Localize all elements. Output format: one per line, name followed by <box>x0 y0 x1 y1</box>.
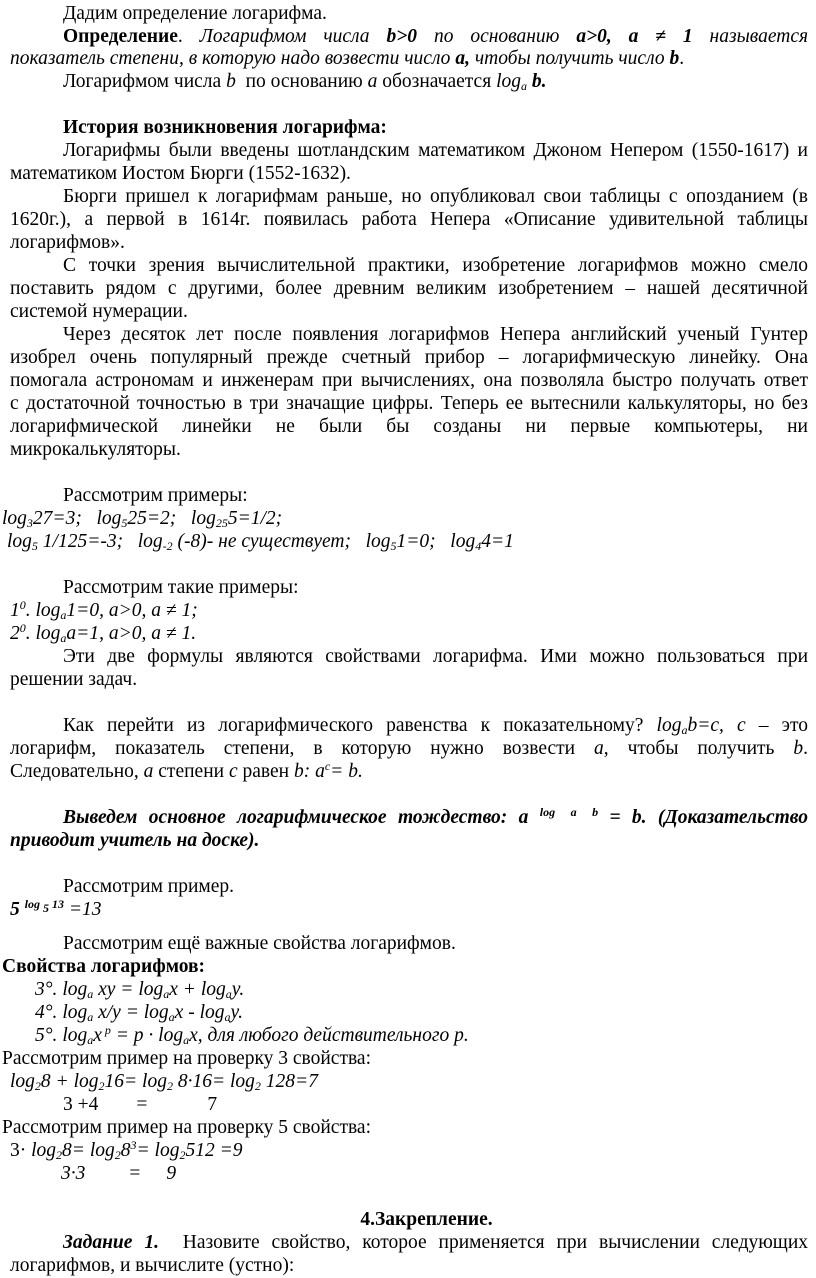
definition-line-2: показатель степени, в которую надо возвести число a, чтобы получить число b. <box>10 48 685 69</box>
properties-intro: Рассмотрим ещё важные свойства логарифмов. <box>63 933 456 954</box>
task-1-line-2: логарифмов, и вычислите (устно): <box>10 1255 295 1276</box>
identity-line-2: приводит учитель на доске). <box>10 830 260 851</box>
history-p3-l2: поставить рядом с другими, более древним великим изобретением – нашей десятичной <box>10 278 808 299</box>
history-p4-l6: микрокалькуляторы. <box>10 439 181 460</box>
examples2-note-l1: Эти две формулы являются свойствами логарифма. Ими можно пользоваться при <box>63 646 808 667</box>
transition-line-3: Следовательно, a степени c равен b: $a^c= b$. <box>10 759 363 782</box>
check3-values: 3 +4 = 7 <box>63 1094 218 1115</box>
property-3: 3°. $\log_a$ xy = $\log_ax + \log_ay$. <box>35 979 245 1001</box>
history-p2-l1: Бюрги пришел к логарифмам раньше, но опубликовал свои таблицы с опозданием (в <box>63 186 808 207</box>
examples-heading: Рассмотрим примеры: <box>63 485 248 506</box>
intro-line: Дадим определение логарифма. <box>63 3 327 24</box>
history-p1-l2: математиком Иостом Бюрги (1552-1632). <box>10 163 351 184</box>
history-p2-l2: 1620г.), а первой в 1614г. появилась работа Непера «Описание удивительной таблицы <box>10 209 808 230</box>
check5-formula: $3\cdot \log_28= \log_28^3= \log_2512 =9$ <box>10 1138 243 1162</box>
history-p1-l1: Логарифмы были введены шотландским математиком Джоном Непером (1550-1617) и <box>63 140 808 161</box>
property-5: 5°. $\log_ax$ $^p = p \cdot \log_ax$, для любого действительного p. <box>35 1023 469 1047</box>
check5-values: 3·3 = 9 <box>61 1163 177 1184</box>
examples2-note-l2: решении задач. <box>10 669 138 690</box>
history-p4-l5: логарифмической линейки не были бы созданы ни первые компьютеры, ни <box>10 416 808 437</box>
transition-line-2: логарифм, показатель степени, в которую нужно возвести a, чтобы получить b. <box>10 738 808 759</box>
history-p3-l3: системой нумерации. <box>10 301 188 322</box>
history-p3-l1: С точки зрения вычислительной практики, изобретение логарифмов можно смело <box>63 255 808 276</box>
definition-line-1: Определение. Логарифмом числа b>0 по основанию a>0, a ≠ 1 называется <box>63 26 809 47</box>
history-p2-l3: логарифмов». <box>10 232 125 253</box>
example3-formula: 5 $^{log _5 13}$ =13 <box>10 897 102 920</box>
task-1-line-1: Задание 1. Назовите свойство, которое применяется при вычислении следующих <box>63 1232 809 1253</box>
check3-heading: Рассмотрим пример на проверку 3 свойства: <box>2 1048 372 1069</box>
section-heading-reinforcement: 4.Закрепление. <box>360 1209 493 1230</box>
property-2-line: $2^0$. $\log_aa=1$, a>0, a ≠ 1. <box>10 621 197 645</box>
examples-line-2: $\log_5 1/125=-3$; $\log_{-2} (-8)-$ не существует; $\log_51=0$; $\log_44=1$ <box>7 531 514 553</box>
identity-line-1: Выведем основное логарифмическое тождество: a $^{log a b}$ = b. (Доказательство <box>63 805 809 828</box>
examples-line-1: $\log_327=3$; $\log_525=2$; $\log_{25}5=1/2$; <box>2 508 283 530</box>
history-p4-l3: помогала астрономам и инженерам при вычислениях, она позволяла быстро получать ответ <box>10 370 808 391</box>
property-1-line: $1^0$. $\log_a1=0$, a>0, a ≠ 1; <box>10 598 198 622</box>
history-p4-l4: с достаточной точностью в три значащие цифры. Теперь ее вытеснили калькуляторы, но без <box>10 393 808 414</box>
transition-line-1: Как перейти из логарифмического равенства к показательному? $\log_ab=c$, c – это <box>63 715 809 737</box>
history-p4-l2: изобрел очень популярный прежде счетный прибор – логарифмическую линейку. Она <box>10 347 808 368</box>
history-p4-l1: Через десяток лет после появления логарифмов Непера английский ученый Гунтер <box>63 324 808 345</box>
example3-heading: Рассмотрим пример. <box>63 876 235 897</box>
property-4: 4°. $\log_a x/y = \log_ax - \log_ay$. <box>35 1002 243 1024</box>
check3-formula: $\log_28 + \log_216= \log_2 8\cdot 16= \log_2 128=7$ <box>10 1071 318 1093</box>
definition-notation: Логарифмом числа b по основанию a обозначается $\log_a b$. <box>63 71 547 93</box>
examples2-heading: Рассмотрим такие примеры: <box>63 577 299 598</box>
history-heading: История возникновения логарифма: <box>63 117 387 138</box>
check5-heading: Рассмотрим пример на проверку 5 свойства: <box>2 1117 372 1138</box>
properties-heading: Свойства логарифмов: <box>2 956 206 977</box>
